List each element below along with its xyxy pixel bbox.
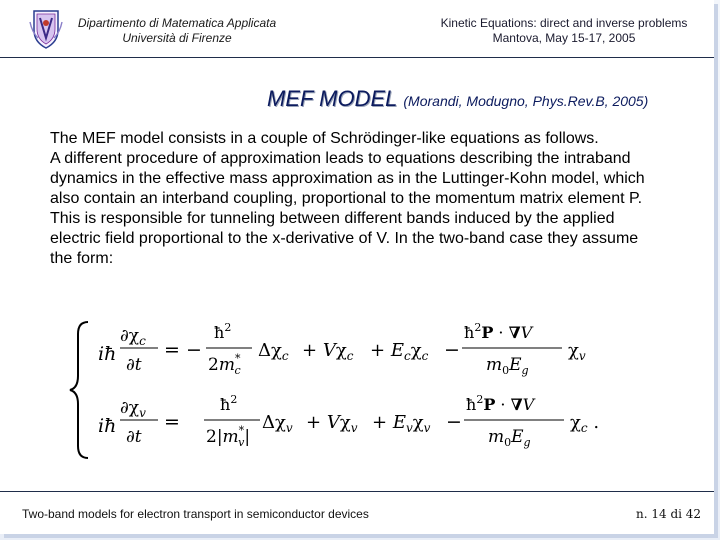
svg-text:ħ2P · ∇V: $ħ^2P \cdot \nabla V$ xyxy=(466,393,535,414)
event-title: Kinetic Equations: direct and inverse problems xyxy=(440,16,688,30)
equation-valence-band xyxy=(98,393,599,449)
svg-text:−: − xyxy=(446,411,462,433)
svg-text:+ Vχv: + $V\chi_v$ xyxy=(306,412,358,435)
svg-text:∂t: ∂t xyxy=(126,355,142,375)
svg-text:iħ: iħ xyxy=(98,343,117,365)
footer-talk-title: Two-band models for electron transport in semiconductor devices xyxy=(22,507,369,521)
svg-text:Δχv: $\Delta\chi_v$ xyxy=(262,412,293,435)
institution-department: Dipartimento di Matematica Applicata xyxy=(77,16,277,30)
svg-text:2|m*v|: 2|m* v| xyxy=(206,424,251,449)
header-divider xyxy=(0,57,714,58)
svg-text:∂t: ∂t xyxy=(126,427,142,447)
svg-text:∂χc: $\partial\chi_c$ xyxy=(120,326,146,348)
svg-text:iħ: iħ xyxy=(98,415,117,437)
equation-brace xyxy=(70,322,88,458)
body-paragraph-2: A different procedure of approximation leads to equations describing the intraband dynamics in the effective mass approximation as in the Luttinger-Kohn model, which also contain an interband coupling, proportional to the momentum matrix element P. This is responsible for tunneling between different bands induced by the applied electric field proportional to the x-derivative of V. In the two-band case they assume the form: xyxy=(50,150,645,267)
footer-page-number: n. 14 di 42 xyxy=(636,507,702,521)
slide-title-main: MEF MODEL xyxy=(267,86,398,111)
svg-text:ħ2P · ∇V: $ħ^2P \cdot \nabla V$ xyxy=(464,321,533,342)
slide-citation: (Morandi, Modugno, Phys.Rev.B, 2005) xyxy=(403,93,649,109)
svg-text:ħ2: $ħ^2$ xyxy=(220,393,238,414)
footer-divider xyxy=(0,491,714,492)
event-place-date: Mantova, May 15-17, 2005 xyxy=(492,31,636,45)
svg-text:= −: = − xyxy=(164,339,202,361)
svg-text:χc .: $\chi_c$ . xyxy=(570,412,600,435)
university-logo-icon xyxy=(26,8,66,50)
svg-text:Δχc: $\Delta\chi_c$ xyxy=(258,340,289,363)
svg-text:+ Vχc: + $V\chi_c$ xyxy=(302,340,354,363)
event-header xyxy=(430,16,698,46)
body-paragraph-1: The MEF model consists in a couple of Schrödinger-like equations as follows. xyxy=(50,130,599,147)
mef-equation-system xyxy=(66,314,626,464)
svg-text:χv: $\chi_v$ xyxy=(568,340,586,363)
svg-text:ħ2: $ħ^2$ xyxy=(214,321,232,342)
svg-text:=: = xyxy=(164,411,180,433)
svg-text:m0Eg: $m_0E_g$ xyxy=(488,427,531,449)
slide-title xyxy=(267,86,648,112)
slide-body xyxy=(50,129,662,269)
svg-text:m0Eg: $m_0E_g$ xyxy=(486,355,529,377)
svg-text:+ Ecχc: + $E_c\chi_c$ xyxy=(370,340,429,363)
svg-text:2m*c: 2m* c xyxy=(208,352,241,377)
svg-text:−: − xyxy=(444,339,460,361)
institution-university: Università di Firenze xyxy=(122,31,232,45)
equation-conduction-band xyxy=(98,321,586,377)
svg-text:∂χv: $\partial\chi_v$ xyxy=(120,398,146,420)
institution-header xyxy=(62,16,292,46)
svg-text:+ Evχv: + $E_v\chi_v$ xyxy=(372,412,431,435)
